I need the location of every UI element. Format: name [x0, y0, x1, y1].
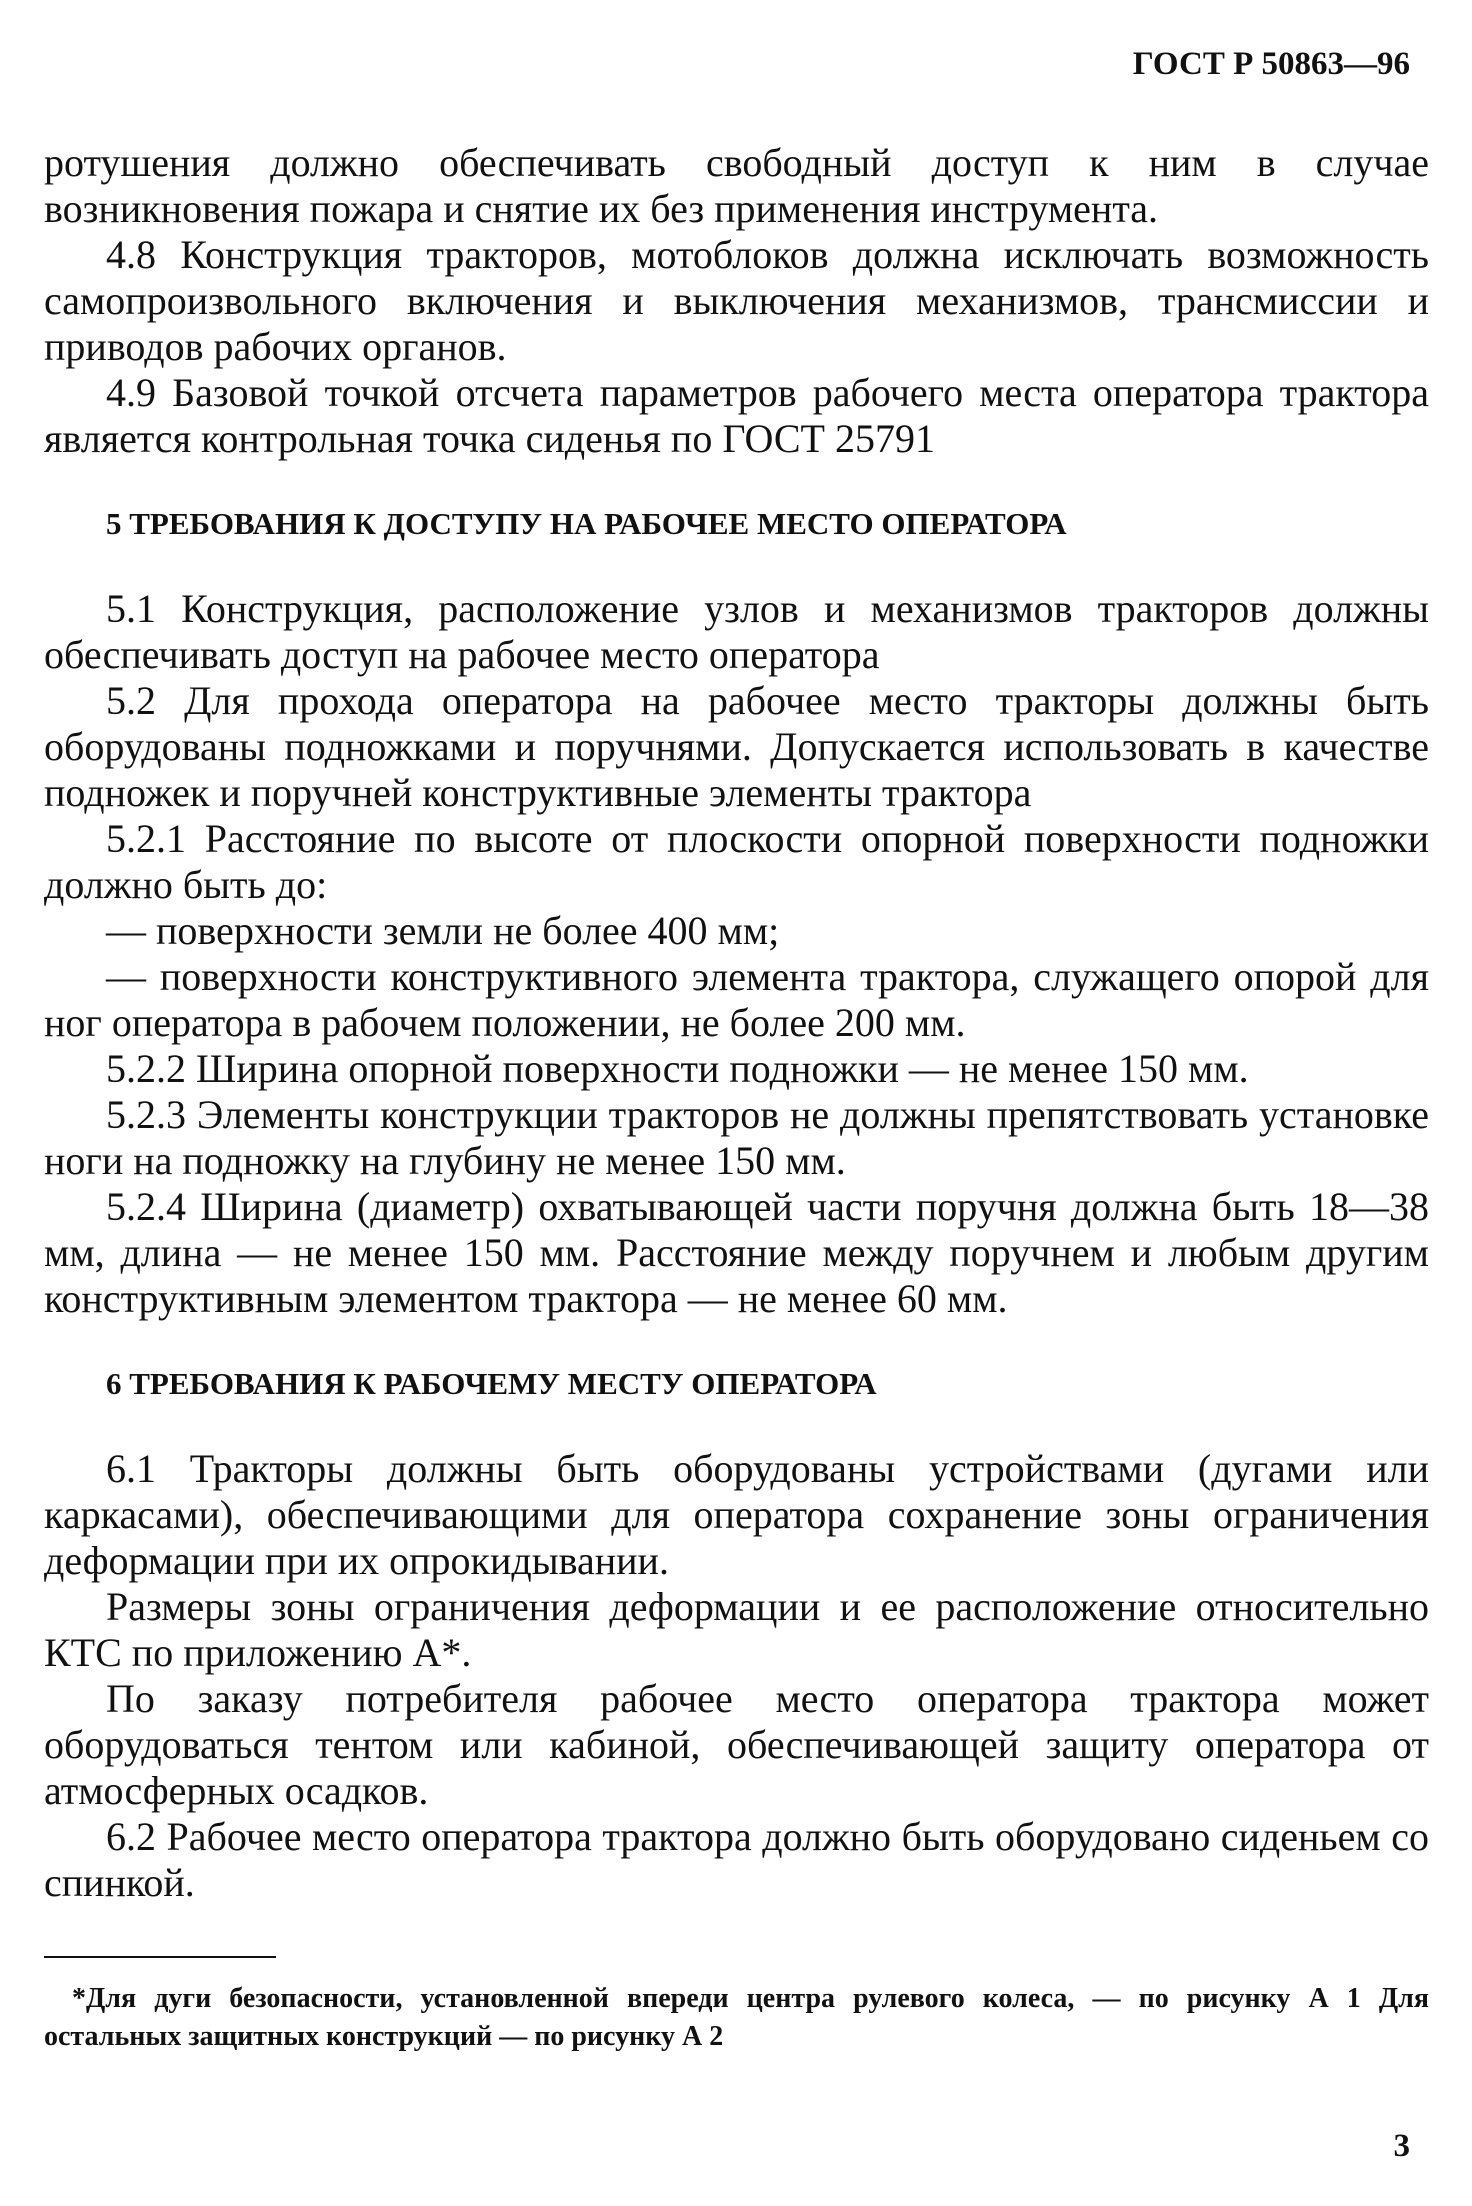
paragraph-5-1: 5.1 Конструкция, расположение узлов и механизмов тракторов должны обеспечивать доступ на рабочее место оператора	[44, 586, 1429, 677]
footnote-divider	[44, 1956, 276, 1958]
paragraph-5-2-1-item-a: — поверхности земли не более 400 мм;	[106, 908, 780, 953]
paragraph-4-9: 4.9 Базовой точкой отсчета параметров рабочего места оператора трактора является контрольная точка сиденья по ГОСТ 25791	[44, 370, 1429, 461]
paragraph-5-2-4: 5.2.4 Ширина (диаметр) охватывающей части поручня должна быть 18—38 мм, длина — не менее 150 мм. Расстояние между поручнем и любым другим конструктивным элементом трактора — не менее 60 мм.	[44, 1184, 1429, 1321]
paragraph-5-2-1-item-b: — поверхности конструктивного элемента трактора, служащего опорой для ног оператора в рабочем положении, не более 200 мм.	[44, 954, 1429, 1045]
paragraph-5-2-3: 5.2.3 Элементы конструкции тракторов не должны препятствовать установке ноги на подножку на глубину не менее 150 мм.	[44, 1092, 1429, 1183]
document-code: ГОСТ Р 50863—96	[1132, 46, 1410, 82]
paragraph-6-1-cabin: По заказу потребителя рабочее место оператора трактора может оборудоваться тентом или кабиной, обеспечивающей защиту оператора от атмосферных осадков.	[44, 1676, 1429, 1813]
section-6-title: 6 ТРЕБОВАНИЯ К РАБОЧЕМУ МЕСТУ ОПЕРАТОРА	[106, 1366, 877, 1401]
paragraph-6-1-dimensions: Размеры зоны ограничения деформации и ее расположение относительно КТС по приложению А*.	[44, 1584, 1429, 1675]
paragraph-4-8: 4.8 Конструкция тракторов, мотоблоков должна исключать возможность самопроизвольного включения и выключения механизмов, трансмиссии и приводов рабочих органов.	[44, 232, 1429, 369]
paragraph-6-1: 6.1 Тракторы должны быть оборудованы устройствами (дугами или каркасами), обеспечивающими для оператора сохранение зоны ограничения деформации при их опрокидывании.	[44, 1446, 1429, 1583]
paragraph-5-2-1: 5.2.1 Расстояние по высоте от плоскости опорной поверхности подножки должно быть до:	[44, 816, 1429, 907]
page-number: 3	[1393, 2128, 1410, 2164]
paragraph-5-2-2: 5.2.2 Ширина опорной поверхности подножки — не менее 150 мм.	[106, 1046, 1249, 1091]
paragraph-5-2: 5.2 Для прохода оператора на рабочее место тракторы должны быть оборудованы подножками и поручнями. Допускается использовать в качестве подножек и поручней конструктивные элементы трактора	[44, 678, 1429, 815]
paragraph-4-7-continuation: ротушения должно обеспечивать свободный доступ к ним в случае возникновения пожара и снятие их без применения инструмента.	[44, 140, 1429, 231]
main-text	[44, 140, 1429, 1906]
paragraph-6-2: 6.2 Рабочее место оператора трактора должно быть оборудовано сиденьем со спинкой.	[44, 1814, 1429, 1905]
section-5-title: 5 ТРЕБОВАНИЯ К ДОСТУПУ НА РАБОЧЕЕ МЕСТО ОПЕРАТОРА	[106, 506, 1067, 541]
footnote: *Для дуги безопасности, установленной впереди центра рулевого колеса, — по рисунку А 1 Для остальных защитных конструкций — по рисунку А 2	[44, 1983, 1429, 2052]
